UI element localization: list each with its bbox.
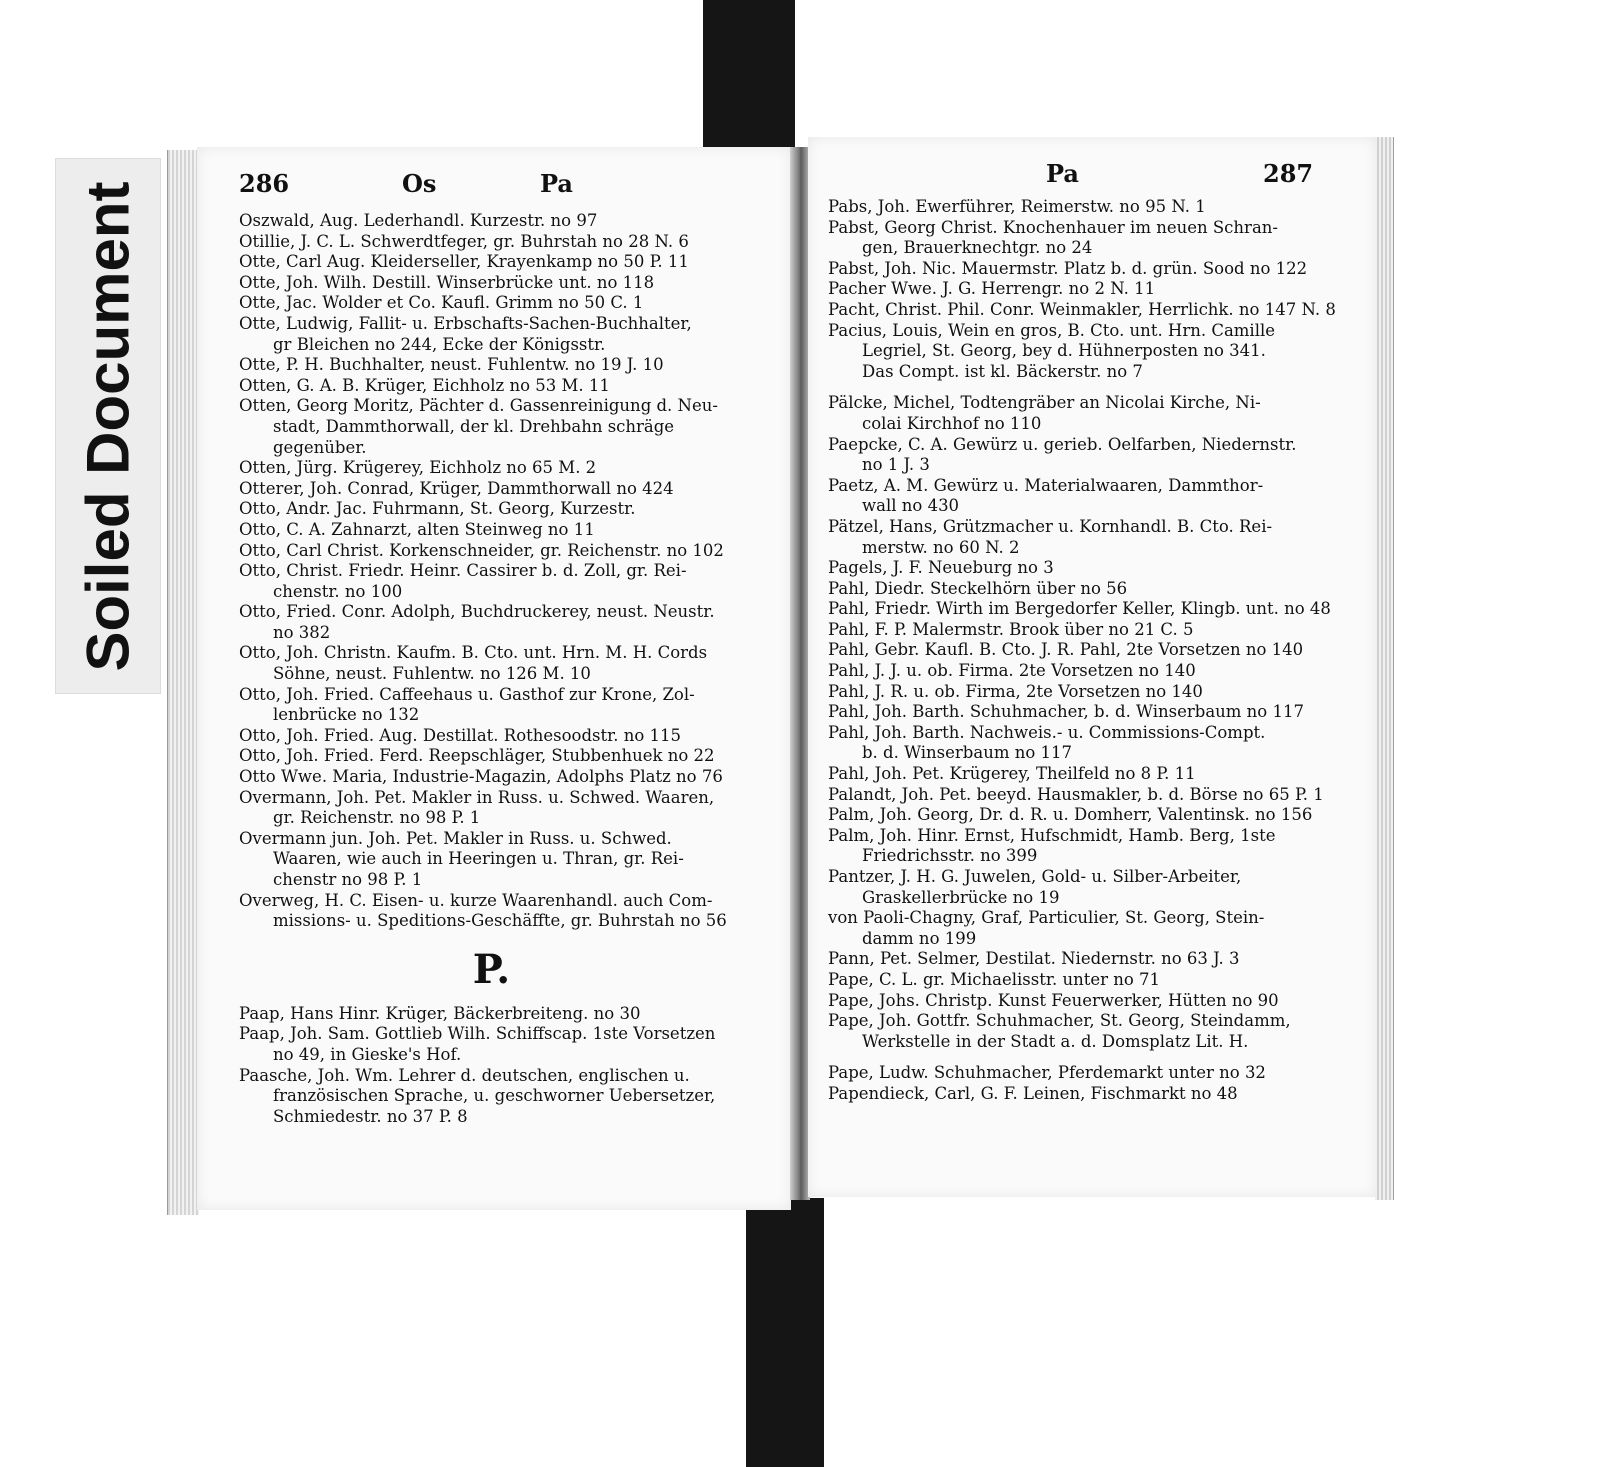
directory-entry [239, 499, 774, 520]
right-page-number: 287 [1263, 159, 1314, 188]
entry-line: Overmann, Joh. Pet. Makler in Russ. u. Schwed. Waaren, [239, 787, 715, 807]
entry-line: Pahl, Gebr. Kaufl. B. Cto. J. R. Pahl, 2te Vorsetzen no 140 [828, 640, 1304, 660]
entry-continuation-line: stadt, Dammthorwall, der kl. Drehbahn schräge [273, 416, 675, 436]
directory-entry [828, 682, 1348, 703]
right-directory-list [828, 197, 1348, 1105]
directory-entry [828, 949, 1348, 970]
entry-line: Paap, Hans Hinr. Krüger, Bäckerbreiteng. no 30 [239, 1003, 641, 1023]
directory-entry [828, 970, 1348, 991]
entry-line: Pabst, Joh. Nic. Mauermstr. Platz b. d. grün. Sood no 122 [828, 258, 1308, 278]
entry-continuation-line: Graskellerbrücke no 19 [862, 887, 1060, 907]
book-gutter [790, 147, 810, 1200]
entry-line: Pacher Wwe. J. G. Herrengr. no 2 N. 11 [828, 279, 1156, 299]
left-entries-pa [239, 1004, 774, 1128]
entry-line: Palandt, Joh. Pet. beeyd. Hausmakler, b. d. Börse no 65 P. 1 [828, 784, 1324, 804]
left-page-number: 286 [239, 169, 290, 198]
directory-entry [239, 232, 774, 253]
entry-line: Pabs, Joh. Ewerführer, Reimerstw. no 95 N. 1 [828, 197, 1206, 216]
entry-continuation-line: Waaren, wie auch in Heeringen u. Thran, gr. Rei- [273, 849, 684, 869]
directory-entry [828, 300, 1348, 321]
directory-entry [239, 252, 774, 273]
entry-continuation-line: Legriel, St. Georg, bey d. Hühnerposten no 341. [862, 341, 1266, 361]
directory-entry [828, 279, 1348, 300]
entry-line: Pagels, J. F. Neueburg no 3 [828, 558, 1054, 578]
directory-entry [239, 376, 774, 397]
entry-continuation-line: Friedrichsstr. no 399 [862, 846, 1038, 866]
directory-entry [828, 259, 1348, 280]
directory-entry [828, 867, 1348, 908]
entry-line: Pahl, J. R. u. ob. Firma, 2te Vorsetzen no 140 [828, 681, 1203, 701]
directory-entry [239, 788, 774, 829]
left-page-edges [167, 150, 199, 1215]
directory-entry [239, 541, 774, 562]
entry-line: Otto, C. A. Zahnarzt, alten Steinweg no 11 [239, 519, 595, 539]
entry-line: Pahl, Friedr. Wirth im Bergedorfer Keller, Klingb. unt. no 48 [828, 599, 1331, 619]
entry-line: Otte, Carl Aug. Kleiderseller, Krayenkamp no 50 P. 11 [239, 252, 689, 272]
left-header-os: Os [402, 169, 437, 198]
directory-entry [828, 435, 1348, 476]
right-header-pa: Pa [1046, 159, 1079, 188]
entry-line: Otto, Joh. Fried. Aug. Destillat. Rothesoodstr. no 115 [239, 725, 682, 745]
directory-entry [239, 396, 774, 458]
entry-continuation-line: Söhne, neust. Fuhlentw. no 126 M. 10 [273, 664, 591, 684]
directory-entry [828, 620, 1348, 641]
entry-line: Pahl, J. J. u. ob. Firma. 2te Vorsetzen no 140 [828, 661, 1196, 681]
entry-continuation-line: gr. Reichenstr. no 98 P. 1 [273, 808, 481, 828]
entry-line: Paap, Joh. Sam. Gottlieb Wilh. Schiffscap. 1ste Vorsetzen [239, 1024, 716, 1044]
right-page-edges [1375, 137, 1394, 1200]
entry-line: Pantzer, J. H. G. Juwelen, Gold- u. Silber-Arbeiter, [828, 867, 1242, 886]
directory-entry [239, 685, 774, 726]
entry-line: Palm, Joh. Georg, Dr. d. R. u. Domherr, Valentinsk. no 156 [828, 805, 1313, 825]
directory-entry [239, 602, 774, 643]
entry-continuation-line: Das Compt. ist kl. Bäckerstr. no 7 [862, 361, 1143, 381]
entry-line: Oszwald, Aug. Lederhandl. Kurzestr. no 97 [239, 211, 598, 230]
entry-continuation-line: no 382 [273, 622, 331, 642]
directory-entry [828, 661, 1348, 682]
entry-line: Otte, P. H. Buchhalter, neust. Fuhlentw. no 19 J. 10 [239, 355, 664, 375]
entry-line: Pape, Ludw. Schuhmacher, Pferdemarkt unter no 32 [828, 1063, 1266, 1083]
directory-entry [828, 991, 1348, 1012]
directory-entry [828, 599, 1348, 620]
entry-line: Otten, Jürg. Krügerey, Eichholz no 65 M. 2 [239, 458, 597, 478]
entry-line: Otto, Christ. Friedr. Heinr. Cassirer b. d. Zoll, gr. Rei- [239, 561, 687, 581]
left-entries-os [239, 211, 774, 932]
directory-entry [239, 458, 774, 479]
entry-continuation-line: no 1 J. 3 [862, 455, 930, 475]
directory-entry [828, 218, 1348, 259]
entry-line: Pacht, Christ. Phil. Conr. Weinmakler, Herrlichk. no 147 N. 8 [828, 299, 1336, 319]
left-page [197, 147, 791, 1210]
right-page [808, 137, 1376, 1197]
binding-strap-bottom [746, 1198, 824, 1467]
entry-line: Otterer, Joh. Conrad, Krüger, Dammthorwall no 424 [239, 478, 674, 498]
directory-entry [828, 1084, 1348, 1105]
entry-continuation-line: gegenüber. [273, 437, 367, 457]
entry-line: Pacius, Louis, Wein en gros, B. Cto. unt. Hrn. Camille [828, 320, 1276, 340]
soiled-document-stamp [55, 158, 161, 694]
entry-continuation-line: merstw. no 60 N. 2 [862, 537, 1020, 557]
entry-line: Pabst, Georg Christ. Knochenhauer im neuen Schran- [828, 217, 1278, 237]
entry-line: Otto, Carl Christ. Korkenschneider, gr. Reichenstr. no 102 [239, 540, 724, 560]
left-header-pa: Pa [540, 169, 573, 198]
entry-line: Otte, Jac. Wolder et Co. Kaufl. Grimm no 50 C. 1 [239, 293, 644, 313]
entry-line: Pahl, Joh. Barth. Schuhmacher, b. d. Winserbaum no 117 [828, 702, 1304, 722]
directory-entry [239, 479, 774, 500]
directory-entry [239, 561, 774, 602]
directory-entry [828, 197, 1348, 218]
entry-line: Overweg, H. C. Eisen- u. kurze Waarenhandl. auch Com- [239, 890, 713, 910]
entry-line: Overmann jun. Joh. Pet. Makler in Russ. u. Schwed. [239, 828, 672, 848]
directory-entry [828, 558, 1348, 579]
directory-entry [828, 764, 1348, 785]
entry-continuation-line: gen, Brauerknechtgr. no 24 [862, 238, 1093, 258]
entry-line: Pape, Johs. Christp. Kunst Feuerwerker, Hütten no 90 [828, 990, 1279, 1010]
entry-line: Otto, Fried. Conr. Adolph, Buchdruckerey, neust. Neustr. [239, 602, 715, 622]
directory-entry [828, 805, 1348, 826]
directory-entry [828, 476, 1348, 517]
entry-continuation-line: Werkstelle in der Stadt a. d. Domsplatz Lit. H. [862, 1031, 1249, 1051]
entry-line: Pahl, F. P. Malermstr. Brook über no 21 C. 5 [828, 619, 1194, 639]
entry-line: Pahl, Diedr. Steckelhörn über no 56 [828, 578, 1128, 598]
directory-entry [828, 393, 1348, 434]
left-directory-list [239, 211, 774, 1127]
entry-continuation-line: missions- u. Speditions-Geschäffte, gr. Buhrstah no 56 [273, 911, 727, 931]
entry-continuation-line: chenstr. no 100 [273, 581, 403, 601]
entry-line: Paepcke, C. A. Gewürz u. gerieb. Oelfarben, Niedernstr. [828, 434, 1297, 454]
entry-continuation-line: chenstr no 98 P. 1 [273, 870, 423, 889]
entry-line: Pahl, Joh. Pet. Krügerey, Theilfeld no 8 P. 11 [828, 764, 1196, 784]
directory-entry [828, 640, 1348, 661]
directory-entry [828, 702, 1348, 723]
entry-line: Otillie, J. C. L. Schwerdtfeger, gr. Buhrstah no 28 N. 6 [239, 231, 689, 251]
directory-entry [239, 1024, 774, 1065]
entry-line: Papendieck, Carl, G. F. Leinen, Fischmarkt no 48 [828, 1083, 1238, 1103]
entry-continuation-line: wall no 430 [862, 496, 960, 516]
entry-continuation-line: damm no 199 [862, 928, 977, 948]
entry-line: Otten, G. A. B. Krüger, Eichholz no 53 M. 11 [239, 375, 610, 395]
directory-entry [828, 321, 1348, 383]
directory-entry [239, 355, 774, 376]
directory-entry [239, 829, 774, 891]
entry-line: Otten, Georg Moritz, Pächter d. Gassenreinigung d. Neu- [239, 396, 718, 416]
entry-line: Otto, Joh. Christn. Kaufm. B. Cto. unt. Hrn. M. H. Cords [239, 643, 708, 663]
directory-entry [828, 908, 1348, 949]
section-letter-p: P. [472, 945, 511, 993]
entry-line: Pann, Pet. Selmer, Destilat. Niedernstr. no 63 J. 3 [828, 949, 1240, 969]
right-entries [828, 197, 1348, 1105]
directory-entry [828, 1063, 1348, 1084]
entry-line: Pälcke, Michel, Todtengräber an Nicolai Kirche, Ni- [828, 393, 1261, 413]
directory-entry [828, 579, 1348, 600]
directory-entry [828, 723, 1348, 764]
entry-line: Paasche, Joh. Wm. Lehrer d. deutschen, englischen u. [239, 1065, 690, 1085]
entry-continuation-line: lenbrücke no 132 [273, 705, 420, 725]
entry-line: Pätzel, Hans, Grützmacher u. Kornhandl. B. Cto. Rei- [828, 516, 1273, 536]
entry-line: Otte, Joh. Wilh. Destill. Winserbrücke unt. no 118 [239, 272, 655, 292]
directory-entry [828, 517, 1348, 558]
stamp-label: Soiled Document [74, 180, 142, 672]
entry-line: Otte, Ludwig, Fallit- u. Erbschafts-Sachen-Buchhalter, [239, 313, 692, 333]
entry-line: Pahl, Joh. Barth. Nachweis.- u. Commissions-Compt. [828, 722, 1266, 742]
entry-line: Otto Wwe. Maria, Industrie-Magazin, Adolphs Platz no 76 [239, 767, 723, 787]
entry-continuation-line: französischen Sprache, u. geschworner Uebersetzer, [273, 1086, 716, 1106]
entry-line: Paetz, A. M. Gewürz u. Materialwaaren, Dammthor- [828, 475, 1264, 495]
entry-line: Otto, Joh. Fried. Caffeehaus u. Gasthof zur Krone, Zol- [239, 684, 695, 704]
directory-entry [239, 891, 774, 932]
entry-line: Palm, Joh. Hinr. Ernst, Hufschmidt, Hamb. Berg, 1ste [828, 825, 1276, 845]
entry-line: Otto, Joh. Fried. Ferd. Reepschläger, Stubbenhuek no 22 [239, 746, 715, 766]
entry-continuation-line: gr Bleichen no 244, Ecke der Königsstr. [273, 334, 606, 354]
directory-entry [828, 826, 1348, 867]
directory-entry [239, 273, 774, 294]
entry-continuation-line: no 49, in Gieske's Hof. [273, 1044, 462, 1064]
entry-continuation-line: colai Kirchhof no 110 [862, 413, 1042, 433]
directory-entry [239, 520, 774, 541]
directory-entry [828, 785, 1348, 806]
directory-entry [239, 767, 774, 788]
entry-line: von Paoli-Chagny, Graf, Particulier, St. Georg, Stein- [828, 908, 1265, 928]
entry-line: Otto, Andr. Jac. Fuhrmann, St. Georg, Kurzestr. [239, 499, 636, 519]
entry-continuation-line: b. d. Winserbaum no 117 [862, 743, 1073, 763]
directory-entry [828, 1011, 1348, 1052]
directory-entry [239, 211, 774, 232]
entry-continuation-line: Schmiedestr. no 37 P. 8 [273, 1106, 468, 1126]
directory-entry [239, 643, 774, 684]
directory-entry [239, 314, 774, 355]
directory-entry [239, 1066, 774, 1128]
directory-entry [239, 1004, 774, 1025]
directory-entry [239, 293, 774, 314]
entry-line: Pape, C. L. gr. Michaelisstr. unter no 71 [828, 969, 1161, 989]
entry-line: Pape, Joh. Gottfr. Schuhmacher, St. Georg, Steindamm, [828, 1011, 1291, 1031]
directory-entry [239, 746, 774, 767]
directory-entry [239, 726, 774, 747]
